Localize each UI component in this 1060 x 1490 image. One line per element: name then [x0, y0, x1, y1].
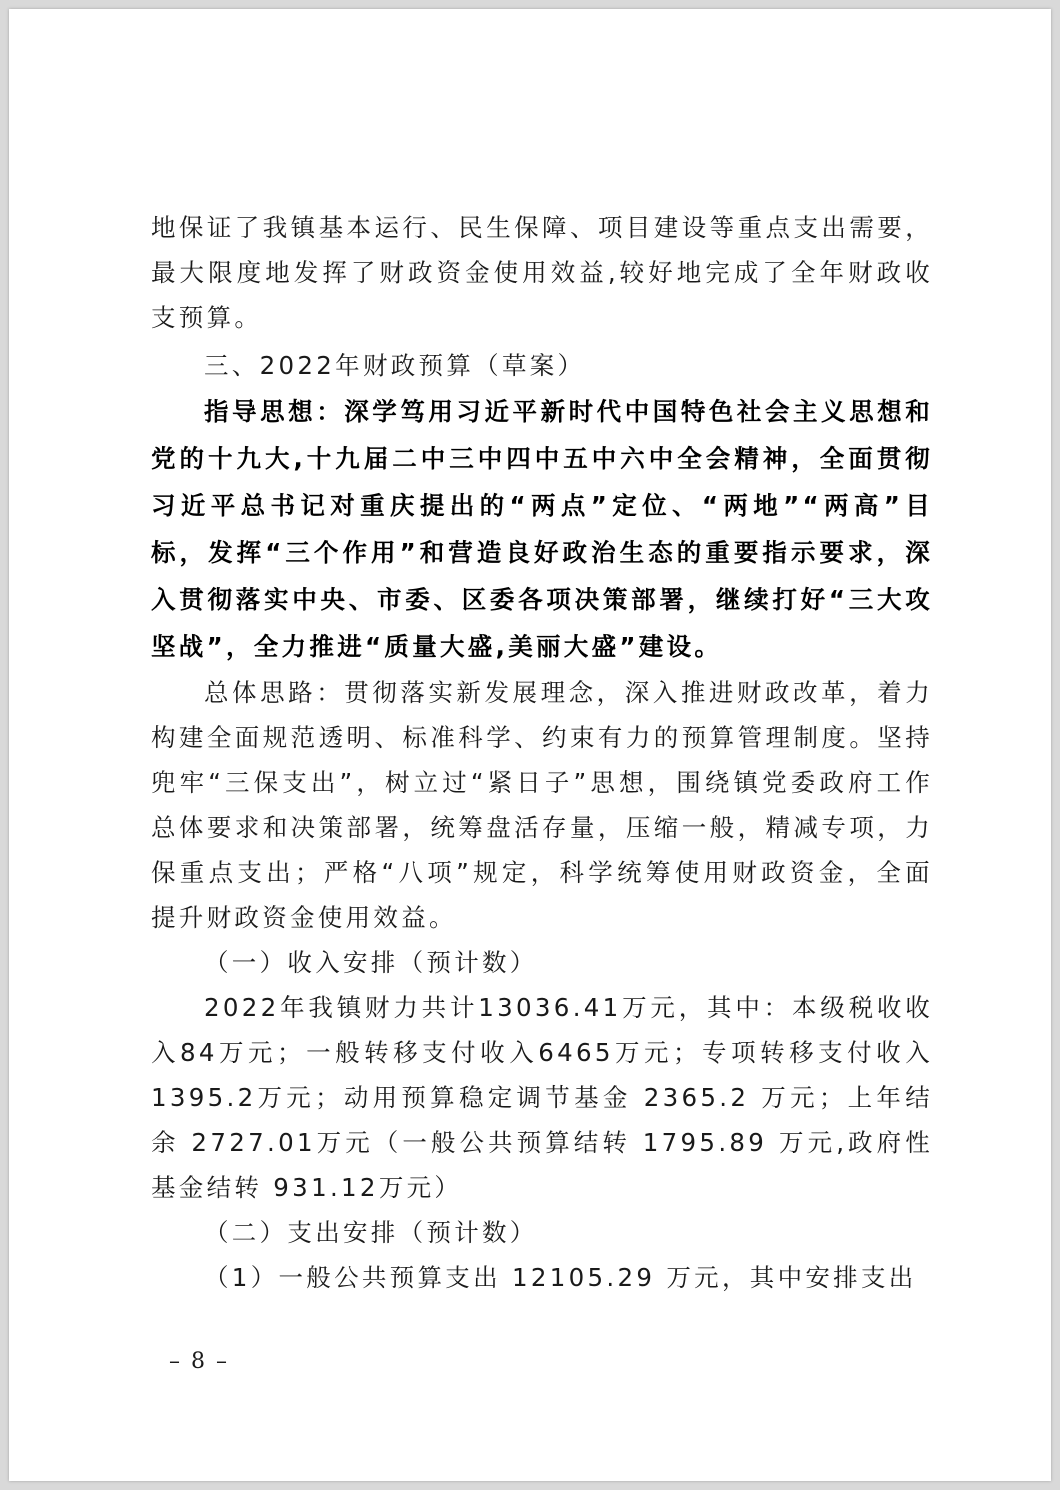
paragraph-revenue-details: 2022年我镇财力共计13036.41万元，其中：本级税收收入84万元；一般转移支付收入6465万元；专项转移支付收入1395.2万元；动用预算稳定调节基金 2365.2 万元；上年结余 2727.01万元（一般公共预算结转 1795.89 万元,政府性基金结转 931.12万元）	[151, 993, 933, 1202]
section-heading-2022-budget: 三、2022年财政预算（草案）	[204, 351, 586, 380]
subheading-revenue-arrangement: （一）收入安排（预计数）	[204, 948, 538, 977]
paragraph-general-public-expenditure: （1）一般公共预算支出 12105.29 万元，其中安排支出	[204, 1263, 917, 1292]
document-body	[151, 205, 933, 1300]
document-page	[9, 9, 1051, 1481]
paragraph-guiding-thought: 指导思想：深学笃用习近平新时代中国特色社会主义思想和党的十九大,十九届二中三中四中五中六中全会精神，全面贯彻习近平总书记对重庆提出的“两点”定位、“两地”“两高”目标，发挥“三个作用”和营造良好政治生态的重要指示要求，深入贯彻落实中央、市委、区委各项决策部署，继续打好“三大攻坚战”，全力推进“质量大盛,美丽大盛”建设。	[151, 397, 933, 661]
paragraph-overall-approach: 总体思路：贯彻落实新发展理念，深入推进财政改革，着力构建全面规范透明、标准科学、约束有力的预算管理制度。坚持兜牢“三保支出”，树立过“紧日子”思想，围绕镇党委政府工作总体要求和决策部署，统筹盘活存量，压缩一般，精减专项，力保重点支出；严格“八项”规定，科学统筹使用财政资金，全面提升财政资金使用效益。	[151, 678, 933, 932]
paragraph-continued-summary: 地保证了我镇基本运行、民生保障、项目建设等重点支出需要，最大限度地发挥了财政资金使用效益,较好地完成了全年财政收支预算。	[151, 213, 933, 332]
page-number: – 8 –	[169, 1349, 229, 1374]
subheading-expenditure-arrangement: （二）支出安排（预计数）	[204, 1218, 538, 1247]
